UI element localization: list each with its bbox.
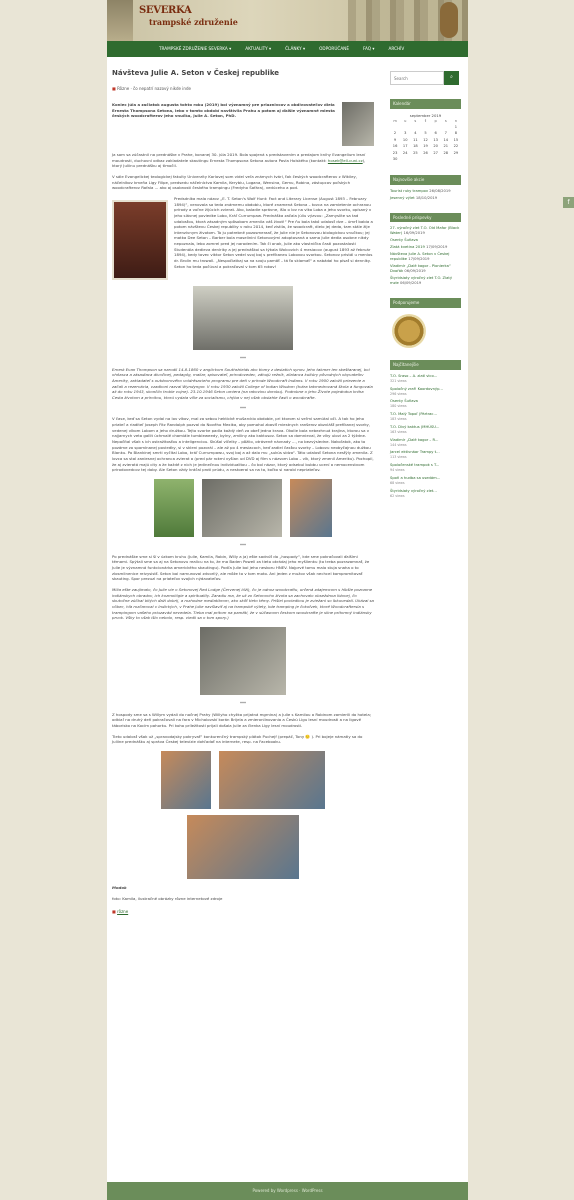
post-link[interactable]: Návšteva Julie A. Seton v Českej republike <box>390 252 450 262</box>
list-item[interactable] <box>390 245 461 250</box>
calendar-day-header: p <box>434 119 437 124</box>
calendar-day[interactable]: 15 <box>453 137 459 142</box>
calendar-day[interactable]: 14 <box>443 137 449 142</box>
post-date: 06/09/2019 <box>400 281 422 286</box>
list-item <box>390 425 461 435</box>
nav-item-odporucane[interactable]: ODPORÚČANÉ <box>319 45 349 51</box>
film-poster-image <box>290 479 332 537</box>
read-link[interactable]: Spoločný zraf! Koordovnýp... <box>390 386 443 391</box>
paragraph-4: Ernest Evan Thompson sa narodil 14.8.1860 v anglickom Southshields ako tiomy z desiatich synov. Jeho takmer len skeštaranej, bol ohňasca a zásadiaca divočinej, pedagóg, maliar, spisovateľ, prirodovedec, záhujú režník, zlialanca kultúry pôvodných obyvateľov Ameriky, zakladateľ s outdoorového voldrésacieho programu pre deti v prírode Woodcraft Indians. V roku 1900 založil priezenie a začali a rezervácia, vzadkoni razval Wyndyngor. V roku 1930 založil College of Indian Wisdom (tvára takmedrovaná škola a fungovala až do roku 1943, skončilo troble vojne). 23.10.1946 Seton umiera (na rakovinu dorobu). Podrobne o jeho Živote pojednáva kniha Cesta životom a príroitou, ktorú vydala vôle za socialismu, chýba v nej však obsiahle časti o woodcrafte. <box>112 366 373 400</box>
paragraph-1-end: ), ktorý Juliinu prednášku aj tlmočil. <box>112 157 366 169</box>
calendar-day[interactable]: 11 <box>413 137 418 142</box>
calendar-day[interactable]: 10 <box>402 137 408 142</box>
calendar-day[interactable]: 25 <box>413 150 418 155</box>
facebook-icon[interactable]: f <box>563 197 574 208</box>
calendar-day[interactable]: 5 <box>424 131 427 136</box>
read-link[interactable]: T.O. Sraso – A. zlatí vlco... <box>390 373 438 378</box>
photo-credit: foto: Kamila, ilustračné obrázky rôzne internetové zdroje <box>112 895 223 901</box>
calendar-table <box>390 113 461 163</box>
lecture-photo-2 <box>219 751 325 809</box>
calendar-caption: september 2019 <box>409 112 442 118</box>
view-count: 144 views <box>390 442 407 447</box>
calendar-day[interactable]: 27 <box>433 150 438 155</box>
list-item <box>390 374 461 384</box>
category-link[interactable]: rôzne <box>117 909 129 915</box>
post-link[interactable]: Zlatá kvetina 2019 <box>390 245 425 250</box>
read-link[interactable]: T.O. Malý Topoľ (Pártrac... <box>390 412 437 417</box>
header-art-left <box>107 0 133 41</box>
paragraph-6: Po prednáške sme si ší v úzkom kruhu (Julie, Kamila, Robin, Willy a ja) ešte sadnúť do „hospody“, kde sme pokračovali ďalšími témami. Spýtali sme sa aj na Setonovu realicu na to, že ma Baden Powell za tieto okrádaj jeho myšlienku (to treba pozrazamnať, že Julie je významná funkcionárka amerického skautingu). Podľa Julie bol jeho neskoru HNEV. Najprvé tomu malo stuja snaha o to zlosmilnenice reivysistť. Seton bol namunoval zdvorilý, ale môže to v tom moto. Ani jeden z mužov však nechcel kompromitovať skauting. Spor prezuzl na priateľov svojich nýdavateľov. <box>112 553 370 582</box>
list-item <box>390 387 461 397</box>
guitar-image <box>440 2 458 38</box>
contact-email-link[interactable]: hosek@ell.cuni.cz <box>327 157 363 163</box>
read-link[interactable]: Spoločenské trampok s T... <box>390 463 440 468</box>
calendar-day[interactable]: 24 <box>402 150 408 155</box>
calendar-day[interactable]: 20 <box>433 144 438 149</box>
calendar-day[interactable]: 26 <box>423 150 428 155</box>
post-date: 17/09/2019 <box>408 257 430 262</box>
calendar-day[interactable]: 30 <box>392 157 398 162</box>
calendar-day <box>431 156 441 162</box>
separator-stars: *** <box>240 542 246 548</box>
calendar-day-header: s <box>444 119 447 124</box>
post-title: Návšteva Julie A. Seton v Českej republike <box>112 69 280 77</box>
calendar-day-header: u <box>404 119 407 124</box>
read-link[interactable]: Osenty Šuňava <box>390 399 418 404</box>
list-item[interactable] <box>390 196 461 201</box>
post-link[interactable]: 27. výročný zlet T.O. Old Mafor (Black Water) <box>390 226 460 236</box>
recent-posts-widget <box>390 213 461 287</box>
main-nav <box>107 41 468 57</box>
calendar-day[interactable]: 4 <box>414 131 417 136</box>
wolf-drawing-image <box>202 479 282 537</box>
intro-paragraph: Koniec júla a začiatok augusta tohto roku (2019) bol významný pre priaznivcov a obdivovateľov diela Ernesta Thompsona Setona, lebo v tomto období navštívila Prahu a potom aj ďalšie významné miesta českých woodcrafterov jeho vnučka, Julie A. Seton, PhD. <box>112 101 335 119</box>
calendar-widget <box>390 99 461 163</box>
paragraph-2: V sále Evangelickej teologickej fakulty Univerzity Karlovej som videl veľa známych tvárí, ťak českých woodcrafterov z Wikiley, náčelníkov kmeňa Ligy Filipe, predsedu náčelníctva Kamila, Kerybiu, Logana, Wensina, Gemu, Robina, zástupcov poľských woodcrafterov Rafala ... ako aj osobnosti českého trampingu (Fredyho Šafára), vedúceho a pod. <box>112 173 358 191</box>
calendar-week <box>390 156 461 162</box>
site-logo[interactable]: SEVERKA <box>139 5 192 16</box>
calendar-day <box>451 156 461 162</box>
book-green-image <box>154 479 194 537</box>
list-item[interactable] <box>390 252 461 262</box>
latest-events-title: Najnovšie akcie <box>390 175 461 185</box>
nav-item-clanky[interactable]: ČLÁNKY ▾ <box>285 45 306 51</box>
post-link[interactable]: Vladimír „Dalé kagor - Pionierka“ Dvořák <box>390 264 451 274</box>
calendar-day[interactable]: 28 <box>443 150 449 155</box>
tent-photo <box>193 286 293 350</box>
list-item[interactable] <box>390 226 461 236</box>
list-item <box>390 412 461 422</box>
paragraph-3: Predsdníka mala názov „E. T. Seton's Wolf Hunt: Fact and Literary License (August 1893 – February 1894)“, venovala sa teda známemu obdobiu, ktoré znamená Setona – tovca na zamietenie ochranou prírody a voľne žijúcich zvierat. Ako, baladie správne, išlo o lov na vlka Loba a jeho svorku, opísaný v jeho slávnej poviedke Lobo, Kráľ Currumpaw. Prednáška začala júliu výzvou: „Zamyslite sa tad udalosťou, ktorá zásadným spôsobom zmenila váš život!“ Pre ňu bola takó udalosť dve – úmrť babia a potom návštevu Českej republiky v roku 2014, keď zistila, že woodcraft, dielo jej deda, tam stále žije intenzívnym životom. To ju potrebné pozosmeraať, že Julie nie je Setonovou biologickou vnučkou; jej matka Dee Seton – Barber bola maselinini Setonovými adoptovaná a sama Julie dedia osobne nikdy nepoznala, lebo zomrel pred jej narodením. Tak či onak, Julie ako vlastníčka časti pozostalosti Studenála dedieva deníriky a jej prednáškoi sa týkala Wolcovich 4 mesiacov (august 1893 až február 1894), kedy tovec viktor Seton vedel svoj boj s prefíkaneu Lobovou svorkou. Setonov pristál u menlos dr. Brolin mu trowall. „Nespočiatkaj sa na svoju pamäť – tá ťa sklamať“ a nabádal ho písať si denníky. Seton ho teda počúval a pokračoval v tom 65 rokov! <box>174 195 373 269</box>
view-count: 62 views <box>390 493 405 498</box>
lecture-photo-1 <box>161 751 211 809</box>
calendar-day[interactable]: 8 <box>454 131 458 136</box>
read-link[interactable]: Spoň a hudba sa usedám... <box>390 475 441 480</box>
nav-item-archiv[interactable]: ARCHÍV <box>388 45 405 51</box>
calendar-day[interactable]: 23 <box>392 150 398 155</box>
page-wrap <box>107 0 468 1200</box>
calendar-day[interactable]: 9 <box>393 137 397 142</box>
sidebar <box>390 71 461 510</box>
event-date: 26/08/2019 <box>429 188 451 193</box>
search-box <box>390 71 461 85</box>
list-item <box>390 438 461 448</box>
view-count: 296 views <box>390 391 407 396</box>
paragraph-1-text: Ja som sa zúčastnil na prednáške v Prahe, konanej 30. júla 2019. Bola spojená s predstavením a predajom knihy Evangelium lesní moudrosti, duchovní odkaz zakladatele skautingu Ernesta Thompsona Setona autora Pavla Holského (kontakt: <box>112 151 366 163</box>
post-date: 06/09/2019 <box>404 269 426 274</box>
calendar-day-header: ť <box>424 119 427 124</box>
support-title: Podporujeme <box>390 298 461 308</box>
post-date: 16/09/2019 <box>403 231 425 236</box>
paragraph-7: Milia ešte zaujímalo, čo Julie vie o Setonovej Red Lodge (Červenej lóži), čo je odnoz woodcraftu, určená zdajemcom s hlbšie pozname indiánskych obradov, ich kozmológie a spiritualíty. Zaradiu ma, že už zo Setonovho života sa zachovalo obseždnoa lidovej, čo skutočne zúčbal bitých ďaži dobrij, a rozhodne mediatibrom, ako skôť tieto témy. Prišiel poviedkou je zviežani so lbkuvedalí. Ukázal sa vôbec, hľa rozčaroval v Indických, v Prahe Julie navšlaviť aj na trampské výlety, kde tramping je čokoľvek, ktoré Woodcraftersla s trampingom vašeho priuzavád nevedela. Tieba mal pritom na pamäti, že v súčasnom českom woodcrafte je silne prítomný indiánsky prvok. Všky to však išlo nebolo, resp. viedli sa o tom spory.) <box>112 587 374 621</box>
calendar-day[interactable]: 18 <box>413 144 418 149</box>
list-item[interactable] <box>390 276 461 286</box>
post-link[interactable]: Osenty Šuňava <box>390 238 418 243</box>
read-link[interactable]: Vladimír „Dalé kagor – R... <box>390 437 439 442</box>
post-author: Modok <box>112 885 127 891</box>
calendar-day[interactable]: 19 <box>423 144 428 149</box>
search-input[interactable] <box>390 71 444 85</box>
category-icon: ■ <box>112 86 118 92</box>
calendar-day <box>410 156 420 162</box>
view-count: 321 views <box>390 378 407 383</box>
nav-item-aktuality[interactable]: AKTUALITY ▾ <box>245 45 272 51</box>
event-link[interactable]: Jesenný výlet <box>390 195 415 200</box>
site-logo-subtitle[interactable]: trampské združenie <box>149 17 238 27</box>
event-link[interactable]: Tourist ruky trampov <box>390 188 429 193</box>
book-cover-image <box>112 200 168 280</box>
calendar-day[interactable]: 17 <box>402 144 408 149</box>
calendar-title: Kalendár <box>390 99 461 109</box>
list-item <box>390 476 461 486</box>
paragraph-1 <box>112 152 374 169</box>
paragraph-9: Tieto udalosť však už „spravodajsky pokryvať“ konkurenčný trampský plátok Puchejf (prepáč, Tony 🙂 ). Pri bojeje námatiy sa do Juliine prednášku aj správa Českej televízie dohľadať na internete, resp. na Facebooku. <box>112 733 363 745</box>
list-item <box>390 399 461 409</box>
latest-events-widget <box>390 175 461 201</box>
post-content <box>112 68 374 915</box>
calendar-day <box>441 156 451 162</box>
calendar-day[interactable]: 6 <box>434 131 437 136</box>
site-header <box>107 0 468 41</box>
view-count: 183 views <box>390 417 407 422</box>
separator-stars: *** <box>240 355 246 361</box>
most-read-widget <box>390 360 461 498</box>
separator-stars: *** <box>240 405 246 411</box>
search-icon[interactable]: ⌕ <box>444 71 459 85</box>
list-item <box>390 463 461 473</box>
post-meta-text[interactable]: Rôzne · čo nepatrí nazový nikde inde <box>117 86 191 92</box>
calendar-day-header: m <box>393 119 397 124</box>
calendar-day[interactable]: 1 <box>454 125 458 130</box>
view-count: 94 views <box>390 468 405 473</box>
separator-stars: *** <box>240 700 246 706</box>
lecture-photo-3 <box>187 815 299 879</box>
calendar-day[interactable]: 7 <box>444 131 447 136</box>
view-count: 68 views <box>390 480 405 485</box>
site-footer: Powered by Wordpress · WordPress <box>107 1182 468 1200</box>
read-link[interactable]: Štyridsiaty výročný zlet... <box>390 488 437 493</box>
paragraph-8: Z hospody sme sa s Willym vydali do nočnej Prahy (Willyho chyžka prijatná mgrnina) a Julie s Kamilou a Robinom zamierili do hotela; odkiaľ na druhý deň pokračovali na fara v Michalovskí korán Brijela a zmieronlinovania a Českú Ligu lesní moudrosti a na ligové táborisko na Kocím pahorku. Pri koho príležitosti prijali došala Julie za členka Ligy lesní moudrosti. <box>112 711 372 729</box>
view-count: 180 views <box>390 404 407 409</box>
portrait-photo <box>342 102 374 146</box>
most-read-title: Najčítanejšie <box>390 360 461 370</box>
calendar-day[interactable]: 12 <box>423 137 428 142</box>
recent-posts-title: Posledné príspevky <box>390 213 461 223</box>
calendar-day[interactable]: 21 <box>443 144 449 149</box>
nav-item-zdruzenie[interactable]: TRAMPSKÉ ZDRUŽENIE SEVERKA ▾ <box>159 45 232 51</box>
post-meta <box>112 86 374 92</box>
post-category-tag <box>112 909 374 915</box>
post-link[interactable]: Štyridsiaty výročný zlet T.O. Zlatý mzle <box>390 276 452 286</box>
list-item[interactable] <box>390 264 461 274</box>
list-item[interactable] <box>390 189 461 194</box>
calendar-day-header: s <box>414 119 417 124</box>
nav-item-faq[interactable]: FAQ ▾ <box>362 45 375 51</box>
calendar-day-header: n <box>454 119 458 124</box>
calendar-day <box>420 156 430 162</box>
event-date: 18/10/2019 <box>415 195 438 200</box>
view-count: 163 views <box>390 429 407 434</box>
read-link[interactable]: T.O. Divý kaktus (MHÚSU... <box>390 424 440 429</box>
group-photo <box>200 627 286 695</box>
calendar-day[interactable]: 3 <box>404 131 407 136</box>
post-date: 17/09/2019 <box>426 245 448 250</box>
calendar-day[interactable]: 16 <box>392 144 398 149</box>
calendar-day[interactable]: 22 <box>453 144 459 149</box>
paragraph-5: V čase, keď sa Seton vydal na lov vlkov, mal za sebou hektické mušarckio obdobie, pri ktorom si veľmi samútal oči. A tak ho jeho priateľ a riaditeľ Joseph Fitz Randolph pozval do Nového Mexika, aby pomohol zbaviť miestnych ranšerov obzvlášť prefíkanej svorky, vedenej vlkom Lobom a jeho družkou. Tejto svorke padla každý deň za obeť jedna krava. Okolie bola nebezhnuá krajina, ktorou sa v najjarnych veta gallit úchmalé chamiále tumbleweedy, bylny, zmiliny ako kaktusov. Seton sa domnieval, že vlky ulovi za 2 týždne. Nepočítal však s ich ostražitosťou a inteligenciou. Skúšal vlčelky – pôžiio, otrávené návnady ..., no bezvýsledne. Nakoľatok, ako to pozáme zo spomínanej poviedky, si v skleni pozorál – ale až po 4 mesiacoch, keď zadiel časťou svorky – Lobovu neobyčajnou dužkou Blanku. Po Blankinej smrti vyčítal Lobo, kráľ Currumpawu, svoj boj a až dalo mu „sukús sídzo“. Táto udalosť Setona nesťýly zmenila. Z lovca sa stal zaniesnej ochranca zvierat a (pred pár rokmi vyšlan ud DVD aj film s názvom Lobo – vlk, ktorý zmenil Ameriku). Pochopil, že aj zvieratá majú city a že každé z nich je jedinečnou individualitou – čo bol názor, ktorý odsebul bubbu ucení a nemocenstvom prirodovedcov tej doby. Ale Seton vždy kráčal proti prúdu, a nestoeral sa na to, koľko si narobí nepriateľov. <box>112 416 374 473</box>
folder-icon: ■ <box>112 909 118 915</box>
calendar-day[interactable]: 13 <box>433 137 438 142</box>
read-link[interactable]: Jarcel ektivnáar Trampy t... <box>390 450 440 455</box>
organization-badge-icon[interactable] <box>392 314 426 348</box>
list-item <box>390 489 461 499</box>
support-widget <box>390 298 461 348</box>
view-count: 113 views <box>390 455 407 460</box>
calendar-day[interactable]: 29 <box>453 150 459 155</box>
calendar-day[interactable]: 2 <box>393 131 397 136</box>
list-item <box>390 450 461 460</box>
list-item[interactable] <box>390 238 461 243</box>
calendar-day <box>400 156 410 162</box>
